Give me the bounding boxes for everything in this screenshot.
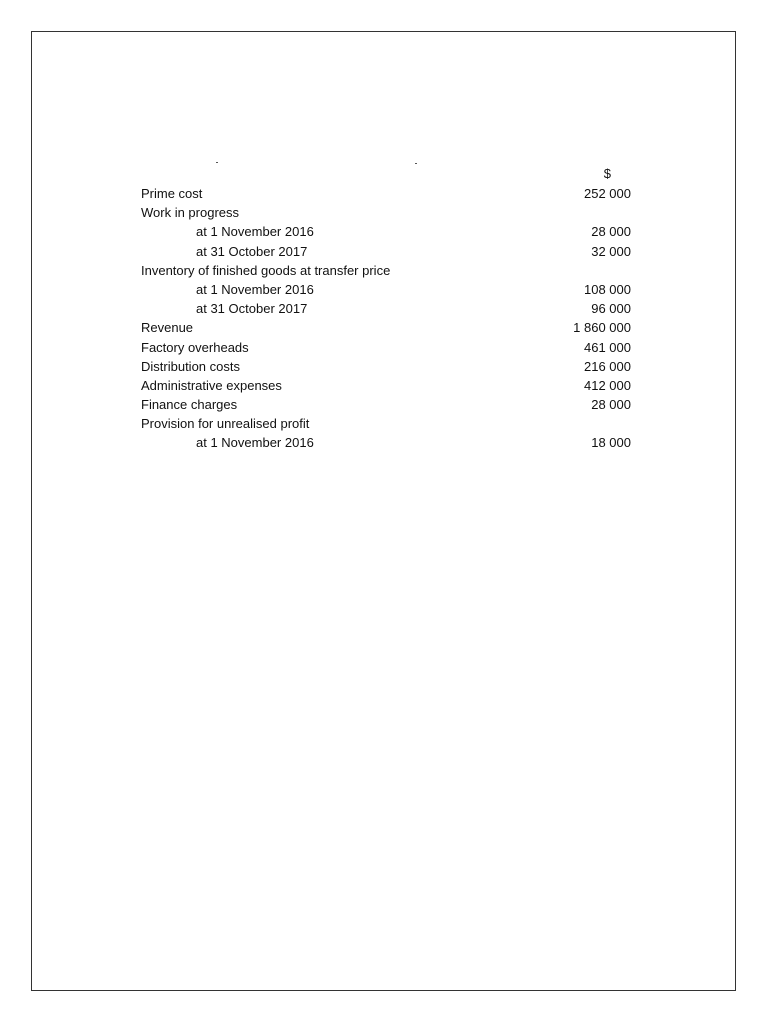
ledger-row-label: Factory overheads (141, 339, 249, 355)
ledger-row-label: Prime cost (141, 186, 203, 201)
ledger-row (141, 395, 631, 414)
ledger-row-amount: 28 000 (591, 397, 631, 413)
ledger-row-label: Finance charges (141, 397, 238, 413)
ledger-row-amount: 108 000 (584, 281, 631, 297)
ledger-row (141, 261, 631, 280)
ledger-row-label: at 1 November 2016 (196, 281, 314, 297)
ledger-row (141, 433, 631, 452)
ledger-row-label: Work in progress (141, 205, 240, 221)
ledger-rows (141, 184, 631, 453)
ledger-row-label: Inventory of finished goods at transfer price (141, 262, 391, 278)
ledger-row-amount: 32 000 (591, 243, 631, 259)
ledger-row (141, 203, 631, 222)
ledger-row (141, 414, 631, 433)
ledger-row-amount: 1 860 000 (573, 320, 631, 336)
ledger-row-label: Revenue (141, 320, 194, 336)
ledger-row (141, 338, 631, 357)
ledger-row (141, 280, 631, 299)
ledger-row-label: Administrative expenses (141, 377, 282, 393)
ledger-row (141, 318, 631, 337)
ledger-row-amount: 412 000 (584, 377, 631, 393)
ledger-row-amount: 252 000 (584, 186, 631, 201)
ledger-row (141, 184, 631, 203)
ledger-row-label: at 31 October 2017 (196, 301, 308, 317)
ledger-row-amount: 461 000 (584, 339, 631, 355)
ledger-row-amount: 96 000 (591, 301, 631, 317)
ledger-row-label: at 31 October 2017 (196, 243, 308, 259)
ledger-row (141, 242, 631, 261)
ledger-row (141, 357, 631, 376)
currency-header (141, 164, 631, 184)
ledger-row-amount: 216 000 (584, 358, 631, 374)
ledger-row (141, 222, 631, 241)
stray-mark (216, 162, 218, 163)
ledger-table (141, 164, 631, 453)
ledger-row-label: Provision for unrealised profit (141, 416, 310, 432)
ledger-row-label: Distribution costs (141, 358, 240, 374)
ledger-row-label: at 1 November 2016 (196, 224, 314, 240)
currency-symbol: $ (603, 166, 611, 181)
ledger-row-label: at 1 November 2016 (196, 435, 314, 451)
ledger-row (141, 376, 631, 395)
ledger-row-amount: 28 000 (591, 224, 631, 240)
ledger-row (141, 299, 631, 318)
ledger-row-amount: 18 000 (591, 435, 631, 451)
